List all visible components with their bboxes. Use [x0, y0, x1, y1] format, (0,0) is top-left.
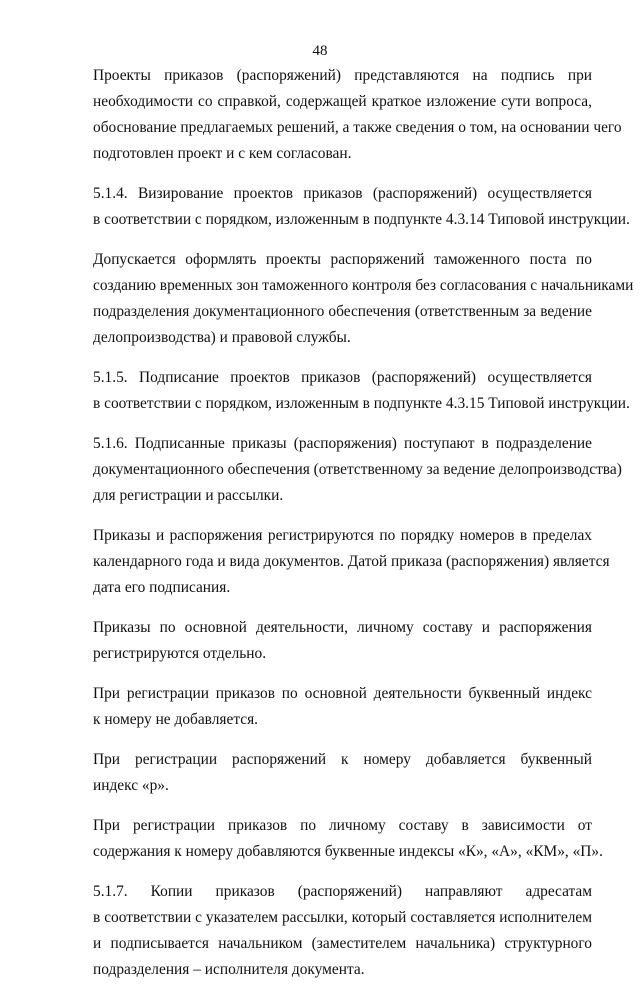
- text-line: подразделения – исполнителя документа.: [93, 961, 365, 978]
- text-line: дата его подписания.: [93, 579, 231, 596]
- document-body: [56, 63, 634, 997]
- paragraph-5-1-5: [56, 365, 630, 417]
- text-line: Проекты приказов (распоряжений) представляются на подпись при: [93, 67, 592, 84]
- text-line: календарного года и вида документов. Датой приказа (распоряжения) является: [93, 553, 610, 570]
- text-line: Приказы по основной деятельности, личному составу и распоряжения: [93, 619, 592, 636]
- text-line: делопроизводства) и правовой службы.: [93, 329, 351, 346]
- text-line: При регистрации приказов по личному составу в зависимости от: [93, 817, 592, 834]
- text-line: Допускается оформлять проекты распоряжений таможенного поста по: [93, 251, 592, 268]
- paragraph-customs-zones: [56, 247, 634, 351]
- paragraph-main-activity-index: [56, 681, 592, 733]
- text-line: 5.1.4. Визирование проектов приказов (распоряжений) осуществляется: [93, 185, 592, 202]
- text-line: подразделения документационного обеспечения (ответственным за ведение: [93, 303, 592, 320]
- page-number: 48: [312, 43, 328, 59]
- paragraph-5-1-6: [56, 431, 622, 509]
- text-line: подготовлен проект и с кем согласован.: [93, 145, 352, 162]
- text-line: При регистрации приказов по основной деятельности буквенный индекс: [93, 685, 592, 702]
- paragraph-order-drafts: [56, 63, 622, 167]
- text-line: созданию временных зон таможенного контроля без согласования с начальниками: [93, 277, 634, 294]
- text-line: в соответствии с указателем рассылки, который составляется исполнителем: [93, 909, 592, 926]
- text-line: в соответствии с порядком, изложенным в подпункте 4.3.15 Типовой инструкции.: [93, 395, 630, 412]
- paragraph-personnel-index: [56, 813, 603, 865]
- paragraph-5-1-7: [56, 879, 592, 983]
- paragraph-5-1-4: [56, 181, 630, 233]
- text-line: Приказы и распоряжения регистрируются по порядку номеров в пределах: [93, 527, 592, 544]
- text-line: к номеру не добавляется.: [93, 711, 258, 728]
- text-line: 5.1.5. Подписание проектов приказов (распоряжений) осуществляется: [93, 369, 592, 386]
- text-line: в соответствии с порядком, изложенным в подпункте 4.3.14 Типовой инструкции.: [93, 211, 630, 228]
- text-line: При регистрации распоряжений к номеру добавляется буквенный: [93, 751, 592, 768]
- text-line: для регистрации и рассылки.: [93, 487, 284, 504]
- text-line: 5.1.6. Подписанные приказы (распоряжения) поступают в подразделение: [93, 435, 592, 452]
- text-line: и подписывается начальником (заместителем начальника) структурного: [93, 935, 592, 952]
- text-line: документационного обеспечения (ответственному за ведение делопроизводства): [93, 461, 622, 478]
- text-line: содержания к номеру добавляются буквенные индексы «К», «А», «КМ», «П».: [93, 843, 603, 860]
- text-line: регистрируются отдельно.: [93, 645, 267, 662]
- text-line: индекс «р».: [93, 777, 169, 794]
- paragraph-registration-order: [56, 523, 610, 601]
- text-line: обоснование предлагаемых решений, а также сведения о том, на основании чего: [93, 119, 622, 136]
- text-line: 5.1.7. Копии приказов (распоряжений) направляют адресатам: [93, 883, 592, 900]
- paragraph-directive-index: [56, 747, 592, 799]
- paragraph-separate-registration: [56, 615, 592, 667]
- text-line: необходимости со справкой, содержащей краткое изложение сути вопроса,: [93, 93, 592, 110]
